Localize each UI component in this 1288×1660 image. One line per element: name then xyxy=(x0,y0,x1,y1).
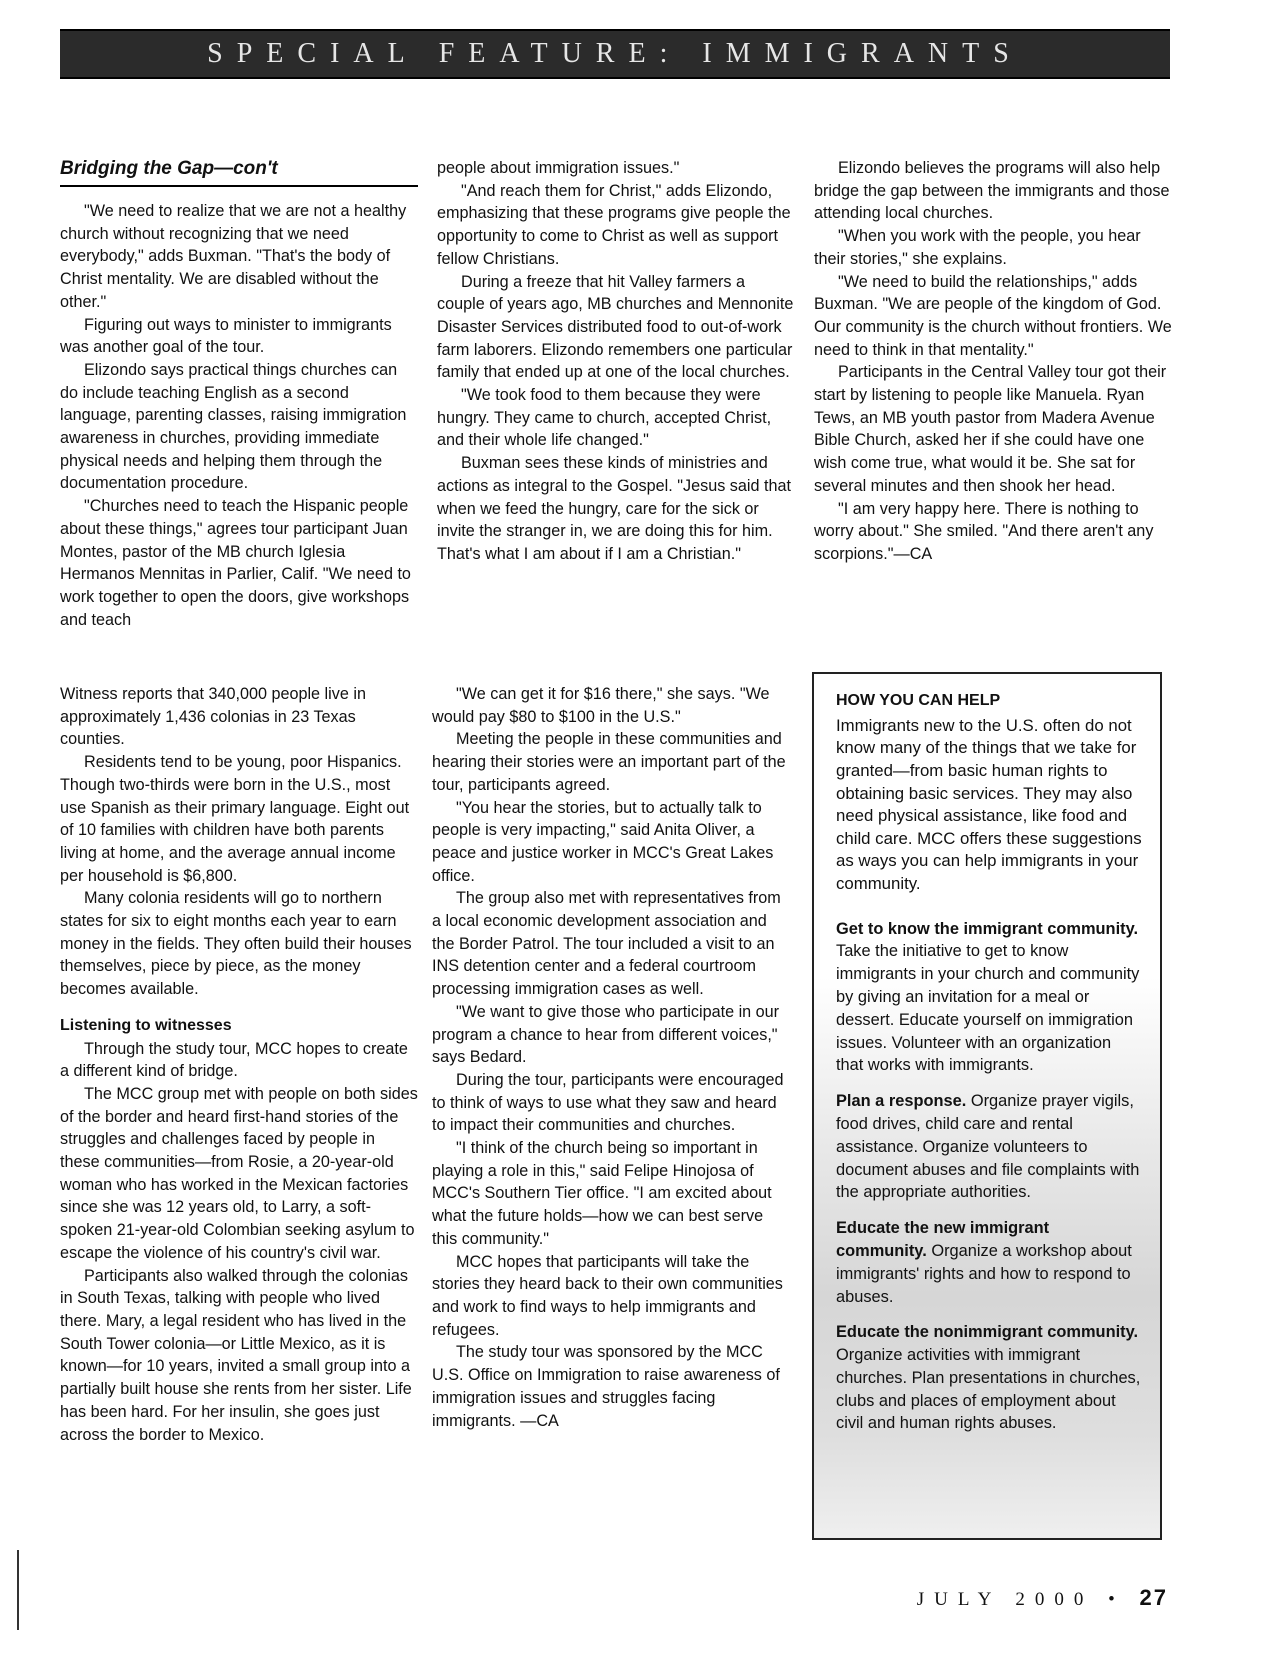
column-2-bottom xyxy=(432,683,790,1432)
paragraph: Through the study tour, MCC hopes to create a different kind of bridge. xyxy=(60,1039,408,1081)
page-footer xyxy=(917,1585,1168,1611)
paragraph: Buxman sees these kinds of ministries and actions as integral to the Gospel. "Jesus said that when we feed the hungry, care for the sick or invite the stranger in, we are doing this for him. That's what I am about if I am a Christian." xyxy=(437,454,791,563)
paragraph: "I think of the church being so important in playing a role in this," said Felipe Hinojosa of MCC's Southern Tier office. "I am excited about what the future holds—how we can best serve this community." xyxy=(432,1139,772,1248)
paragraph: Meeting the people in these communities and hearing their stories were an important part of the tour, participants agreed. xyxy=(432,730,786,794)
paragraph: Many colonia residents will go to northern states for six to eight months each year to earn money in the fields. They often build their houses themselves, piece by piece, as the money becomes available. xyxy=(60,889,412,999)
sidebar-title: HOW YOU CAN HELP xyxy=(836,692,1001,709)
paragraph: "Churches need to teach the Hispanic people about these things," agrees tour participant Juan Montes, pastor of the MB church Iglesia Hermanos Mennitas in Parlier, Calif. "We need to work together to open the doors, give workshops and teach xyxy=(60,497,411,629)
sidebar-intro: Immigrants new to the U.S. often do not know many of the things that we take for granted—from basic human rights to obtaining basic services. They may also need physical assistance, like food and child care. MCC offers these suggestions as ways you can help immigrants in your community. xyxy=(836,715,1142,893)
how-you-can-help-sidebar xyxy=(812,672,1162,1540)
paragraph: The group also met with representatives from a local economic development association and the Border Patrol. The tour included a visit to an INS detention center and a federal courtroom processing immigration cases as well. xyxy=(432,889,781,999)
paragraph: During the tour, participants were encouraged to think of ways to use what they saw and heard to impact their communities and churches. xyxy=(432,1070,784,1135)
sidebar-item-text: Organize activities with immigrant churches. Plan presentations in churches, clubs and places of employment about civil and human rights abuses. xyxy=(836,1346,1141,1433)
banner-text: SPECIAL FEATURE: IMMIGRANTS xyxy=(207,38,1023,69)
paragraph: Elizondo believes the programs will also help bridge the gap between the immigrants and those attending local churches. xyxy=(814,159,1170,223)
sidebar-item-lead: Plan a response. xyxy=(836,1092,967,1111)
paragraph: Witness reports that 340,000 people live in approximately 1,436 colonias in 23 Texas counties. xyxy=(60,685,366,749)
paragraph: "We need to build the relationships," adds Buxman. "We are people of the kingdom of God. Our community is the church without frontiers. We need to think in that mentality." xyxy=(814,272,1172,359)
sidebar-item-text: Organize prayer vigils, food drives, child care and rental assistance. Organize volunteers to document abuses and file complaints with the appropriate authorities. xyxy=(836,1092,1140,1202)
sidebar-item-lead: Educate the nonimmigrant community. xyxy=(836,1323,1139,1342)
column-2-top xyxy=(437,157,795,566)
sidebar-item-lead: Educate the new immigrant community. xyxy=(836,1219,1050,1260)
issue-date: JULY 2000 xyxy=(916,1589,1094,1610)
footer-bullet: • xyxy=(1108,1589,1125,1610)
section-subhead: Listening to witnesses xyxy=(60,1016,232,1034)
margin-rule xyxy=(17,1550,19,1630)
section-banner xyxy=(60,29,1170,79)
paragraph: Residents tend to be young, poor Hispanics. Though two-thirds were born in the U.S., most use Spanish as their primary language. Eight out of 10 families with children have both parents living at home, and the average annual income per household is $6,800. xyxy=(60,753,410,885)
sidebar-item xyxy=(836,1321,1142,1435)
paragraph: "When you work with the people, you hear their stories," she explains. xyxy=(814,227,1141,268)
paragraph: MCC hopes that participants will take the stories they heard back to their own communities and work to find ways to help immigrants and refugees. xyxy=(432,1252,783,1339)
paragraph: Elizondo says practical things churches can do include teaching English as a second language, parenting classes, raising immigration awareness in churches, providing immediate physical needs and helping them through the documentation procedure. xyxy=(60,360,407,493)
paragraph: "I am very happy here. There is nothing to worry about." She smiled. "And there aren't any scorpions."—CA xyxy=(814,499,1154,563)
paragraph: people about immigration issues." xyxy=(437,159,680,177)
column-1-top xyxy=(60,200,418,631)
sidebar-item xyxy=(836,1090,1142,1204)
paragraph: Participants also walked through the colonias in South Texas, talking with people who lived there. Mary, a legal resident who has lived in the South Tower colonia—or Little Mexico, as it is known—for 10 years, invited a small group into a partially built house she rents from her sister. Life has been hard. For her insulin, she goes just across the border to Mexico. xyxy=(60,1266,412,1444)
page-number: 27 xyxy=(1139,1585,1168,1610)
paragraph: "We need to realize that we are not a healthy church without recognizing that we need everybody," adds Buxman. "That's the body of Christ mentality. We are disabled without the other." xyxy=(60,202,407,311)
column-3-top xyxy=(814,157,1172,566)
sidebar-item-lead: Get to know the immigrant community. xyxy=(836,919,1139,938)
article-headline: Bridging the Gap—con't xyxy=(60,158,418,187)
column-1-bottom xyxy=(60,683,418,1446)
paragraph: "We want to give those who participate in our program a chance to hear from different voices," says Bedard. xyxy=(432,1002,780,1067)
paragraph: "You hear the stories, but to actually talk to people is very impacting," said Anita Oliver, a peace and justice worker in MCC's Great Lakes office. xyxy=(432,798,774,885)
paragraph: "We can get it for $16 there," she says. "We would pay $80 to $100 in the U.S." xyxy=(432,685,770,726)
paragraph: "We took food to them because they were hungry. They came to church, accepted Christ, and their whole life changed." xyxy=(437,386,772,450)
sidebar-item xyxy=(836,1217,1142,1308)
paragraph: The MCC group met with people on both sides of the border and heard first-hand stories of the struggles and challenges faced by people in these communities—from Rosie, a 20-year-old woman who has worked in the Mexican factories since she was 12 years old, to Larry, a soft-spoken 21-year-old Colombian seeking asylum to escape the violence of his country's civil war. xyxy=(60,1084,418,1262)
sidebar-item xyxy=(836,918,1142,1078)
sidebar-item-text: Organize a workshop about immigrants' rights and how to respond to abuses. xyxy=(836,1241,1132,1306)
paragraph: "And reach them for Christ," adds Elizondo, emphasizing that these programs give people the opportunity to come to Christ as well as support fellow Christians. xyxy=(437,181,791,268)
paragraph: The study tour was sponsored by the MCC U.S. Office on Immigration to raise awareness of immigration issues and struggles facing immigrants. —CA xyxy=(432,1343,780,1430)
paragraph: Figuring out ways to minister to immigrants was another goal of the tour. xyxy=(60,315,392,357)
paragraph: During a freeze that hit Valley farmers a couple of years ago, MB churches and Mennonite Disaster Services distributed food to out-of-work farm laborers. Elizondo remembers one particular family that ended up at one of the local churches. xyxy=(437,272,794,382)
sidebar-item-text: Take the initiative to get to know immigrants in your church and community by giving an invitation for a meal or dessert. Educate yourself on immigration issues. Volunteer with an organization that works with immigrants. xyxy=(836,942,1140,1075)
paragraph: Participants in the Central Valley tour got their start by listening to people like Manuela. Ryan Tews, an MB youth pastor from Madera Avenue Bible Church, asked her if she could have one wish come true, what would it be. She sat for several minutes and then shook her head. xyxy=(814,363,1167,495)
